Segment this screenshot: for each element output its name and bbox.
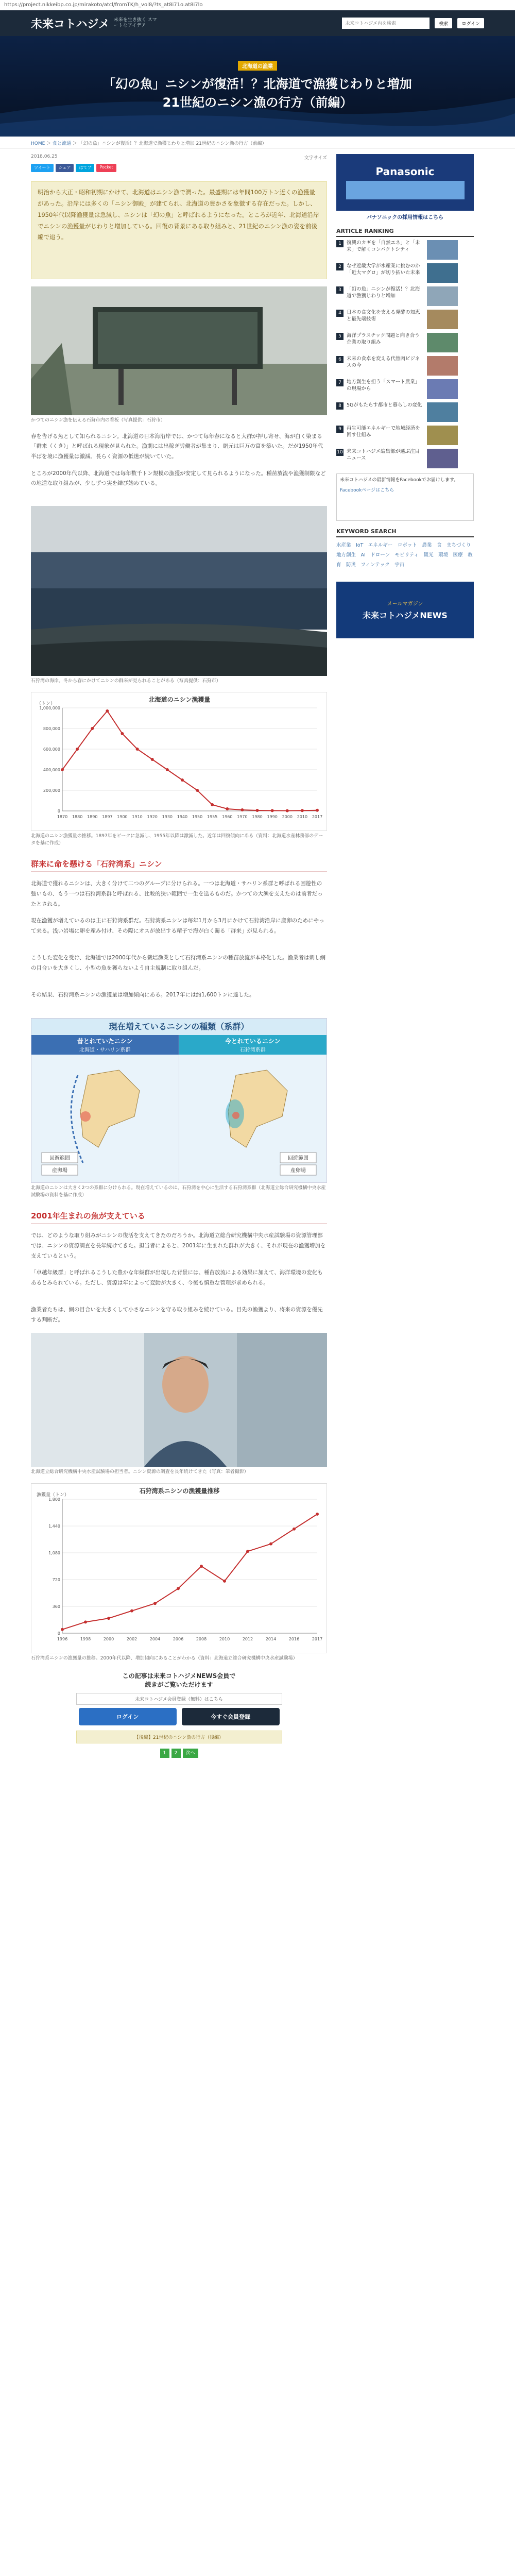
x-tick-label: 2017 bbox=[312, 815, 323, 819]
sidebar bbox=[336, 154, 474, 1758]
ranking-title-text[interactable]: 海洋プラスチック問題と向き合う企業の取り組み bbox=[347, 333, 420, 345]
logo-text: 未来コトハジメ bbox=[31, 17, 110, 31]
tweet-button[interactable]: ツイート bbox=[31, 164, 54, 172]
data-point bbox=[316, 809, 319, 812]
ranking-thumbnail[interactable] bbox=[427, 449, 458, 468]
ishikari-catch-chart bbox=[31, 1484, 328, 1654]
data-point bbox=[293, 1527, 296, 1530]
data-point bbox=[153, 1602, 157, 1605]
data-point bbox=[181, 778, 184, 782]
chart-2 bbox=[31, 1483, 327, 1653]
y-tick-label: 600,000 bbox=[43, 747, 60, 752]
url-bar[interactable]: https://project.nikkeibp.co.jp/mirakoto/atcl/fromTK/h_vol8/?ts_at8i71o.at8i7lo bbox=[0, 0, 515, 10]
photo-researcher bbox=[31, 1333, 327, 1467]
paragraph-2: ところが2000年代以降、北海道では毎年数千トン規模の漁獲が安定して見られるようになった。種苗放流や漁獲制限などの地道な取り組みが、少しずつ実を結び始めている。 bbox=[31, 470, 326, 487]
data-point bbox=[271, 809, 274, 812]
member-gate bbox=[31, 1671, 327, 1758]
data-point bbox=[269, 1542, 272, 1545]
facebook-share-button[interactable]: シェア bbox=[56, 164, 74, 172]
data-point bbox=[84, 1620, 87, 1623]
hero-title-line2: 21世紀のニシン漁の行方（前編） bbox=[162, 95, 353, 110]
ranking-number: 3 bbox=[336, 286, 344, 294]
x-tick-label: 1890 bbox=[87, 815, 98, 819]
x-tick-label: 1880 bbox=[72, 815, 83, 819]
map-left-head: 昔とれていたニシン bbox=[77, 1038, 133, 1045]
data-point bbox=[61, 1628, 64, 1631]
ranking-item[interactable] bbox=[336, 426, 474, 445]
chart-ylabel: （トン） bbox=[37, 701, 56, 706]
ranking-thumbnail[interactable] bbox=[427, 263, 458, 283]
map-title: 現在増えているニシンの種類（系群） bbox=[31, 1019, 327, 1035]
map-left-panel bbox=[31, 1035, 179, 1183]
hatena-button[interactable]: はてブ bbox=[76, 164, 94, 172]
ranking-title-text[interactable]: 「幻の魚」ニシンが復活！？北海道で漁獲じわりと増加 bbox=[347, 286, 420, 299]
article-meta bbox=[31, 154, 327, 161]
facebook-box bbox=[336, 473, 474, 521]
y-tick-label: 360 bbox=[52, 1604, 60, 1609]
x-tick-label: 2002 bbox=[126, 1636, 138, 1641]
researcher-photo bbox=[31, 1333, 327, 1467]
search-button[interactable]: 検索 bbox=[435, 18, 452, 28]
ranking-number: 7 bbox=[336, 379, 344, 386]
data-point bbox=[211, 803, 214, 806]
paragraph-8: 「卓越年級群」と呼ばれるこうした豊かな年級群が出現した背景には、種苗放流による効果に加えて、海洋環境の変化もあるとみられている。ただし、資源は年によって変動が大きく、今後も慎重な管理が求められる。 bbox=[31, 1269, 323, 1286]
ranking-thumbnail[interactable] bbox=[427, 240, 458, 260]
keyword-list[interactable]: 水産業 IoT エネルギー ロボット 農業 食 まちづくり 地方創生 AI ドローン モビリティ 観光 環境 医療 教育 防災 フィンテック 宇宙 bbox=[336, 543, 476, 568]
ranking-number: 5 bbox=[336, 333, 344, 340]
map-right-label-2: 産卵場 bbox=[290, 1168, 306, 1174]
paragraph-4: 現在漁獲が増えているのは主に石狩湾系群だ。石狩湾系ニシンは毎年1月から3月にかけて石狩湾沿岸に産卵のためにやって来る。浅い岩場に卵を産み付け、その際にオスが放出する精子で海が白く濁る「群来」が見られる。 bbox=[31, 918, 324, 934]
ranking-number: 1 bbox=[336, 240, 344, 247]
x-tick-label: 2006 bbox=[173, 1636, 184, 1641]
data-point bbox=[286, 809, 289, 812]
series-line bbox=[62, 711, 317, 811]
content-columns bbox=[0, 149, 515, 1758]
gate-register-button[interactable]: 今すぐ会員登録 bbox=[182, 1708, 280, 1725]
newsletter-banner[interactable] bbox=[336, 582, 474, 638]
data-point bbox=[226, 807, 229, 810]
ranking-item[interactable] bbox=[336, 356, 474, 376]
site-logo[interactable] bbox=[31, 15, 160, 31]
data-point bbox=[301, 809, 304, 812]
x-tick-label: 1930 bbox=[162, 815, 173, 819]
paragraph-5: こうした変化を受け、北海道では2000年代から栽培漁業として石狩湾系ニシンの種苗放流が本格化した。漁業者は刺し網の目合いを大きくし、小型の魚を獲らないよう自主規制に取り組んだ。 bbox=[31, 955, 326, 971]
chart-title: 北海道のニシン漁獲量 bbox=[148, 696, 211, 703]
data-point bbox=[246, 1550, 249, 1553]
map-left-label-1: 回遊範囲 bbox=[49, 1156, 70, 1161]
ranking-item[interactable] bbox=[336, 310, 474, 329]
facebook-text: 未来コトハジメの最新情報をFacebookでお届けします。 bbox=[340, 478, 459, 483]
sidebar-ad[interactable] bbox=[336, 154, 474, 211]
section-heading-2: 2001年生まれの魚が支えている bbox=[31, 1210, 327, 1224]
paragraph-3: 北海道で獲れるニシンは、大きく分けて二つのグループに分けられる。一つは北海道・サハリン系群と呼ばれる回遊性の強いもの、もう一つは石狩湾系群と呼ばれる、比較的狭い範囲で一生を送るものだ。かつての大漁を支えたのは前者だったとされる。 bbox=[31, 880, 323, 907]
x-tick-label: 1955 bbox=[207, 815, 218, 819]
data-point bbox=[151, 758, 154, 761]
herring-sign-photo bbox=[31, 286, 327, 415]
map-right-header bbox=[179, 1035, 327, 1055]
data-point bbox=[130, 1609, 133, 1612]
map-panels bbox=[31, 1035, 327, 1183]
photo2-caption: 石狩湾の海岸。冬から春にかけてニシンの群来が見られることがある（写真提供：石狩市） bbox=[31, 678, 221, 684]
article-lead: 明治から大正・昭和初期にかけて、北海道はニシン漁で潤った。最盛期には年間100万トン近くの漁獲量があった。沿岸には多くの「ニシン御殿」が建てられ、北海道の豊かさを象徴する存在だった。しかし、1950年代以降漁獲量は急減し、ニシンは「幻の魚」と呼ばれるようになった。ところが近年、北海道沿岸でニシンの漁獲量がじわりと増加している。回復の背景にある取り組みと、21世紀のニシン漁の姿を前後編で追う。 bbox=[31, 181, 327, 279]
data-point bbox=[91, 727, 94, 730]
site-header bbox=[0, 10, 515, 36]
ranking-title-text[interactable]: 地方創生を担う「スマート農業」の現場から bbox=[347, 379, 420, 392]
x-tick-label: 1897 bbox=[102, 815, 113, 819]
map-figure bbox=[31, 1018, 327, 1183]
share-buttons bbox=[31, 164, 327, 172]
data-point bbox=[166, 768, 169, 771]
page-2[interactable]: 2 bbox=[171, 1749, 181, 1758]
x-tick-label: 1870 bbox=[57, 815, 68, 819]
ishikari-bay-photo bbox=[31, 506, 327, 676]
ranking-item[interactable] bbox=[336, 263, 474, 283]
y-tick-label: 1,800 bbox=[48, 1497, 60, 1502]
y-tick-label: 200,000 bbox=[43, 788, 60, 793]
next-article-link[interactable]: 【後編】21世紀のニシン漁の行方（後編） bbox=[76, 1731, 282, 1743]
data-point bbox=[61, 768, 64, 771]
ranking-thumbnail[interactable] bbox=[427, 286, 458, 306]
x-tick-label: 2016 bbox=[288, 1636, 300, 1641]
data-point bbox=[200, 1565, 203, 1568]
ad-image bbox=[346, 181, 465, 199]
ranking-item[interactable] bbox=[336, 333, 474, 352]
paragraph-9: 漁業者たちは、網の目合いを大きくして小さなニシンを守る取り組みを続けている。目先の漁獲より、将来の資源を優先する判断だ。 bbox=[31, 1307, 323, 1323]
x-tick-label: 2012 bbox=[242, 1636, 253, 1641]
hero-banner bbox=[0, 36, 515, 137]
gate-title: この記事は未来コトハジメNEWS会員で bbox=[122, 1672, 236, 1680]
chart1-caption: 北海道のニシン漁獲量の推移。1897年をピークに急減し、1955年以降は激減した。近年は回復傾向にある（資料：北海道水産林務部のデータを基に作成） bbox=[31, 834, 323, 846]
ranking-list bbox=[336, 240, 474, 468]
x-tick-label: 1998 bbox=[80, 1636, 91, 1641]
y-tick-label: 0 bbox=[57, 1631, 60, 1636]
ranking-number: 2 bbox=[336, 263, 344, 270]
ranking-number: 4 bbox=[336, 310, 344, 317]
ranking-title-text[interactable]: なぜ近畿大学が水産業に挑むのか「近大マグロ」が切り拓いた未来 bbox=[347, 263, 420, 276]
gate-register-note[interactable]: 未来コトハジメ会員登録（無料）はこちら bbox=[76, 1693, 282, 1705]
x-tick-label: 1980 bbox=[252, 815, 263, 819]
gate-login-button[interactable]: ログイン bbox=[79, 1708, 177, 1725]
facebook-link[interactable]: Facebookページはこちら bbox=[340, 487, 394, 493]
series-line bbox=[62, 1514, 317, 1629]
ranking-number: 9 bbox=[336, 426, 344, 433]
x-tick-label: 1940 bbox=[177, 815, 188, 819]
pocket-button[interactable]: Pocket bbox=[96, 164, 116, 172]
ranking-thumbnail[interactable] bbox=[427, 356, 458, 376]
ranking-title-text[interactable]: 5Gがもたらす都市と暮らしの変化 bbox=[347, 402, 422, 408]
section-heading-1: 群来に命を懸ける「石狩湾系」ニシン bbox=[31, 858, 327, 872]
x-tick-label: 1910 bbox=[132, 815, 143, 819]
data-point bbox=[196, 789, 199, 792]
page-1[interactable]: 1 bbox=[160, 1749, 169, 1758]
ranking-thumbnail[interactable] bbox=[427, 426, 458, 445]
x-tick-label: 2010 bbox=[297, 815, 308, 819]
breadcrumb-current-sub: 21世紀のニシン漁の行方（前編） bbox=[196, 141, 267, 146]
gate-buttons bbox=[31, 1708, 327, 1725]
breadcrumb: HOME ＞ 食と流通 ＞ 「幻の魚」ニシンが復活！？北海道で漁獲じわりと増加 21世紀のニシン漁の行方（前編） bbox=[0, 137, 515, 149]
data-point bbox=[316, 1512, 319, 1515]
ranking-title-text[interactable]: 未来の食卓を変える代替肉ビジネスの今 bbox=[347, 356, 420, 368]
photo3-caption: 北海道立総合研究機構中央水産試験場の担当者。ニシン資源の調査を長年続けてきた（写真：筆者撮影） bbox=[31, 1469, 249, 1475]
map-left-header bbox=[31, 1035, 179, 1055]
y-tick-label: 0 bbox=[57, 809, 60, 814]
map-right-head: 今とれているニシン bbox=[225, 1038, 281, 1045]
map-left-image bbox=[31, 1055, 179, 1182]
x-tick-label: 2010 bbox=[219, 1636, 230, 1641]
y-tick-label: 1,000,000 bbox=[39, 706, 60, 710]
data-point bbox=[223, 1579, 226, 1582]
x-tick-label: 2017 bbox=[312, 1636, 323, 1641]
x-tick-label: 2014 bbox=[265, 1636, 277, 1641]
ranking-title: ARTICLE RANKING bbox=[336, 228, 474, 237]
ranking-item[interactable] bbox=[336, 286, 474, 306]
chart-ylabel: 漁獲量（トン） bbox=[37, 1492, 70, 1498]
login-button[interactable]: ログイン bbox=[457, 18, 484, 28]
x-tick-label: 1900 bbox=[117, 815, 128, 819]
breadcrumb-current: 「幻の魚」ニシンが復活！？北海道で漁獲じわりと増加 bbox=[78, 141, 195, 146]
hero-title bbox=[103, 75, 411, 112]
ad-text[interactable]: パナソニックの採用情報はこちら bbox=[366, 215, 444, 221]
x-tick-label: 2000 bbox=[282, 815, 293, 819]
y-tick-label: 400,000 bbox=[43, 768, 60, 772]
map-right-label-1: 回遊範囲 bbox=[287, 1156, 308, 1161]
ranking-item[interactable] bbox=[336, 379, 474, 399]
x-tick-label: 1996 bbox=[57, 1636, 68, 1641]
chart-1 bbox=[31, 692, 327, 831]
ranking-number: 8 bbox=[336, 402, 344, 410]
y-tick-label: 800,000 bbox=[43, 726, 60, 731]
map-left-sub: 北海道・サハリン系群 bbox=[79, 1047, 131, 1053]
photo1-caption: かつてのニシン漁を伝える石狩市内の看板（写真提供：石狩市） bbox=[31, 418, 165, 423]
herring-catch-chart bbox=[31, 692, 328, 832]
x-tick-label: 1920 bbox=[147, 815, 158, 819]
y-tick-label: 1,080 bbox=[48, 1550, 60, 1555]
hero-title-line1: 「幻の魚」ニシンが復活！？北海道で漁獲じわりと増加 bbox=[103, 77, 412, 91]
x-tick-label: 2004 bbox=[149, 1636, 161, 1641]
data-point bbox=[136, 748, 139, 751]
newsletter-banner-small: メールマガジン bbox=[387, 601, 423, 607]
map-right-sub: 石狩湾系群 bbox=[239, 1047, 266, 1053]
map-left-label-2: 産卵場 bbox=[52, 1168, 67, 1174]
breadcrumb-home[interactable]: HOME bbox=[31, 141, 45, 146]
y-tick-label: 720 bbox=[52, 1577, 60, 1582]
ranking-title-text[interactable]: 未来コトハジメ編集部が選ぶ注目ニュース bbox=[347, 449, 420, 461]
page-next[interactable]: 次へ bbox=[183, 1749, 198, 1758]
x-tick-label: 1960 bbox=[222, 815, 233, 819]
ranking-item[interactable] bbox=[336, 240, 474, 260]
data-point bbox=[107, 1617, 110, 1620]
ranking-item[interactable] bbox=[336, 402, 474, 422]
photo-sign bbox=[31, 286, 327, 415]
data-point bbox=[121, 732, 124, 735]
paragraph-6: その結果、石狩湾系ニシンの漁獲量は増加傾向にある。2017年には約1,600トンに達した。 bbox=[31, 992, 255, 998]
data-point bbox=[177, 1587, 180, 1590]
ranking-number: 10 bbox=[337, 450, 343, 455]
keyword-title: KEYWORD SEARCH bbox=[336, 528, 474, 537]
photo-sea bbox=[31, 506, 327, 676]
font-size-control[interactable]: 文字サイズ bbox=[304, 156, 327, 161]
map-caption: 北海道のニシンは大きく2つの系群に分けられる。現在増えているのは、石狩湾を中心に生活する石狩湾系群（北海道立総合研究機構中央水産試験場の資料を基に作成） bbox=[31, 1185, 326, 1198]
x-tick-label: 2008 bbox=[196, 1636, 207, 1641]
y-tick-label: 1,440 bbox=[48, 1523, 60, 1529]
x-tick-label: 1990 bbox=[267, 815, 278, 819]
paragraph-1: 春を告げる魚として知られるニシン。北海道の日本海沿岸では、かつて毎年春になると大群が押し寄せ、海が白く染まる「群来（くき）」と呼ばれる現象が見られた。漁期には出稼ぎ労働者が集まり、網元は巨万の富を築いた。だが1950年代半ばを境に漁獲量は激減。長らく資源の低迷が続いていた。 bbox=[31, 433, 323, 460]
ranking-thumbnail[interactable] bbox=[427, 379, 458, 399]
article-date: 2018.06.25 bbox=[31, 154, 58, 159]
x-tick-label: 1950 bbox=[192, 815, 203, 819]
ranking-title-text[interactable]: 復興のカギを「自然エネ」と「未来」で解くコンパクトシティ bbox=[347, 240, 420, 252]
gate-subtitle: 続きがご覧いただけます bbox=[145, 1681, 213, 1688]
ranking-item[interactable] bbox=[336, 449, 474, 468]
paragraph-7: では、どのような取り組みがニシンの復活を支えてきたのだろうか。北海道立総合研究機構中央水産試験場の資源管理部では、ニシンの資源調査を長年続けてきた。担当者によると、2001年に生まれた群れが大きく、それが現在の漁獲増加を支えているという。 bbox=[31, 1232, 326, 1259]
newsletter-banner-title: 未来コトハジメNEWS bbox=[363, 611, 448, 620]
ranking-thumbnail[interactable] bbox=[427, 310, 458, 329]
ad-brand: Panasonic bbox=[375, 165, 435, 178]
x-tick-label: 2000 bbox=[103, 1636, 114, 1641]
data-point bbox=[241, 808, 244, 811]
x-tick-label: 1970 bbox=[237, 815, 248, 819]
search-input[interactable] bbox=[342, 18, 430, 29]
ranking-title-text[interactable]: 日本の食文化を支える発酵の知恵と最先端技術 bbox=[347, 310, 420, 322]
logo-tagline: 未来を生き抜く スマートなアイデア bbox=[113, 18, 157, 28]
breadcrumb-category[interactable]: 食と流通 bbox=[53, 141, 72, 146]
ranking-thumbnail[interactable] bbox=[427, 333, 458, 352]
map-right-image bbox=[179, 1055, 327, 1182]
chart-title: 石狩湾系ニシンの漁獲量推移 bbox=[139, 1487, 220, 1495]
article-main bbox=[31, 154, 327, 1758]
ranking-thumbnail[interactable] bbox=[427, 402, 458, 422]
hero-tag: 北海道の漁業 bbox=[238, 61, 277, 71]
data-point bbox=[106, 709, 109, 713]
pagination bbox=[31, 1749, 327, 1758]
ranking-number: 6 bbox=[336, 356, 344, 363]
chart2-caption: 石狩湾系ニシンの漁獲量の推移。2000年代以降、増加傾向にあることがわかる（資料：北海道立総合研究機構中央水産試験場） bbox=[31, 1655, 298, 1661]
header-search bbox=[342, 18, 484, 29]
ranking-title-text[interactable]: 再生可能エネルギーで地域経済を回す仕組み bbox=[347, 426, 420, 438]
data-point bbox=[256, 809, 259, 812]
map-right-panel bbox=[179, 1035, 327, 1183]
data-point bbox=[76, 748, 79, 751]
